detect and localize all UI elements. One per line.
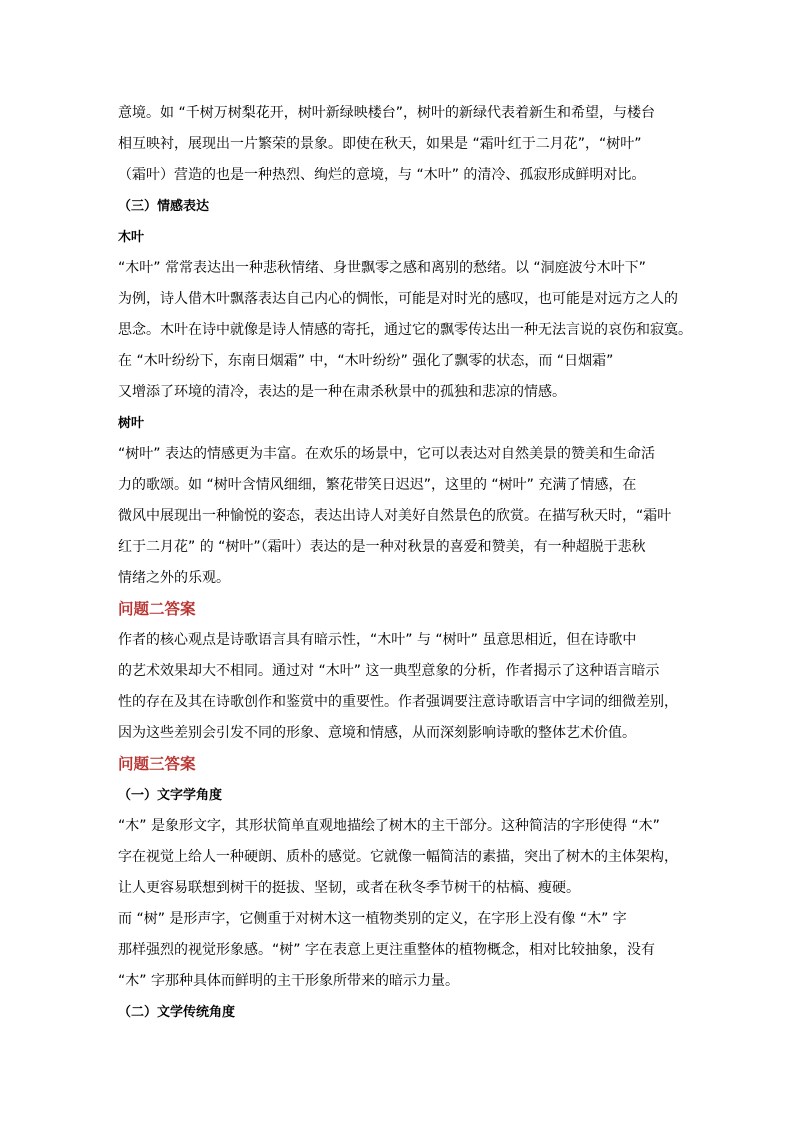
paragraph — [118, 253, 692, 408]
text-line: 字在视觉上给人一种硬朗、质朴的感觉。它就像一幅简洁的素描，突出了树木的主体架构， — [118, 849, 678, 865]
paragraph — [118, 625, 678, 749]
text-line: 作者的核心观点是诗歌语言具有暗示性，“木叶” 与 “树叶” 虽意思相近，但在诗歌中 — [118, 632, 637, 648]
section-subheading: （三）情感表达 — [118, 199, 210, 214]
section-subheading: 树叶 — [118, 416, 145, 431]
text-line: 那样强烈的视觉形象感。“树” 字在表意上更注重整体的植物概念，相对比较抽象，没有 — [118, 942, 655, 958]
text-line: 微风中展现出一种愉悦的姿态，表达出诗人对美好自然景色的欣赏。在描写秋天时，“霜叶 — [118, 508, 672, 524]
text-line: 红于二月花” 的 “树叶”（霜叶）表达的是一种对秋景的喜爱和赞美，有一种超脱于悲秋 — [118, 539, 646, 555]
text-line: 而 “树” 是形声字，它侧重于对树木这一植物类别的定义，在字形上没有像 “木” 字 — [118, 911, 627, 927]
text-line: 情绪之外的乐观。 — [118, 570, 230, 586]
text-line: “木” 是象形文字，其形状简单直观地描绘了树木的主干部分。这种简洁的字形使得 “木” — [118, 818, 660, 834]
text-line: 力的歌颂。如 “树叶含情风细细，繁花带笑日迟迟”，这里的 “树叶” 充满了情感，在 — [118, 477, 637, 493]
text-line: （霜叶）营造的也是一种热烈、绚烂的意境，与 “木叶” 的清冷、孤寂形成鲜明对比。 — [118, 167, 646, 183]
text-line: 因为这些差别会引发不同的形象、意境和情感，从而深刻影响诗歌的整体艺术价值。 — [118, 725, 636, 741]
text-line: 为例，诗人借木叶飘落表达自己内心的惆怅，可能是对时光的感叹，也可能是对远方之人的 — [118, 291, 678, 307]
text-line: 的艺术效果却大不相同。通过对 “木叶” 这一典型意象的分析，作者揭示了这种语言暗示 — [118, 663, 660, 679]
paragraph — [118, 811, 678, 904]
text-line: “木” 字那种具体而鲜明的主干形象所带来的暗示力量。 — [118, 973, 459, 989]
text-line: 让人更容易联想到树干的挺拔、坚韧，或者在秋冬季节树干的枯槁、瘦硬。 — [118, 880, 580, 896]
section-subheading: 木叶 — [118, 230, 145, 245]
text-line: 意境。如 “千树万树梨花开，树叶新绿映楼台”，树叶的新绿代表着新生和希望，与楼台 — [118, 105, 655, 121]
answer-heading: 问题三答案 — [118, 755, 196, 773]
section-subheading: （一）文字学角度 — [118, 788, 223, 803]
text-line: 思念。木叶在诗中就像是诗人情感的寄托，通过它的飘零传达出一种无法言说的哀伤和寂寞。 — [118, 322, 692, 338]
text-line: 相互映衬，展现出一片繁荣的景象。即使在秋天，如果是 “霜叶红于二月花”，“树叶” — [118, 136, 642, 152]
paragraph — [118, 439, 678, 594]
text-line: “树叶” 表达的情感更为丰富。在欢乐的场景中，它可以表达对自然美景的赞美和生命活 — [118, 446, 655, 462]
document-body — [118, 98, 692, 1028]
text-line: “木叶” 常常表达出一种悲秋情绪、身世飘零之感和离别的愁绪。以 “洞庭波兮木叶下” — [118, 260, 646, 276]
text-line: 性的存在及其在诗歌创作和鉴赏中的重要性。作者强调要注意诗歌语言中字词的细微差别， — [118, 694, 678, 710]
paragraph — [118, 904, 678, 997]
text-line: 又增添了环境的清冷，表达的是一种在肃杀秋景中的孤独和悲凉的情感。 — [118, 384, 566, 400]
text-line: 在 “木叶纷纷下，东南日烟霜” 中，“木叶纷纷” 强化了飘零的状态，而 “日烟霜” — [118, 353, 614, 369]
section-subheading: （二）文学传统角度 — [118, 1005, 236, 1020]
paragraph — [118, 98, 678, 191]
answer-heading: 问题二答案 — [118, 600, 196, 618]
